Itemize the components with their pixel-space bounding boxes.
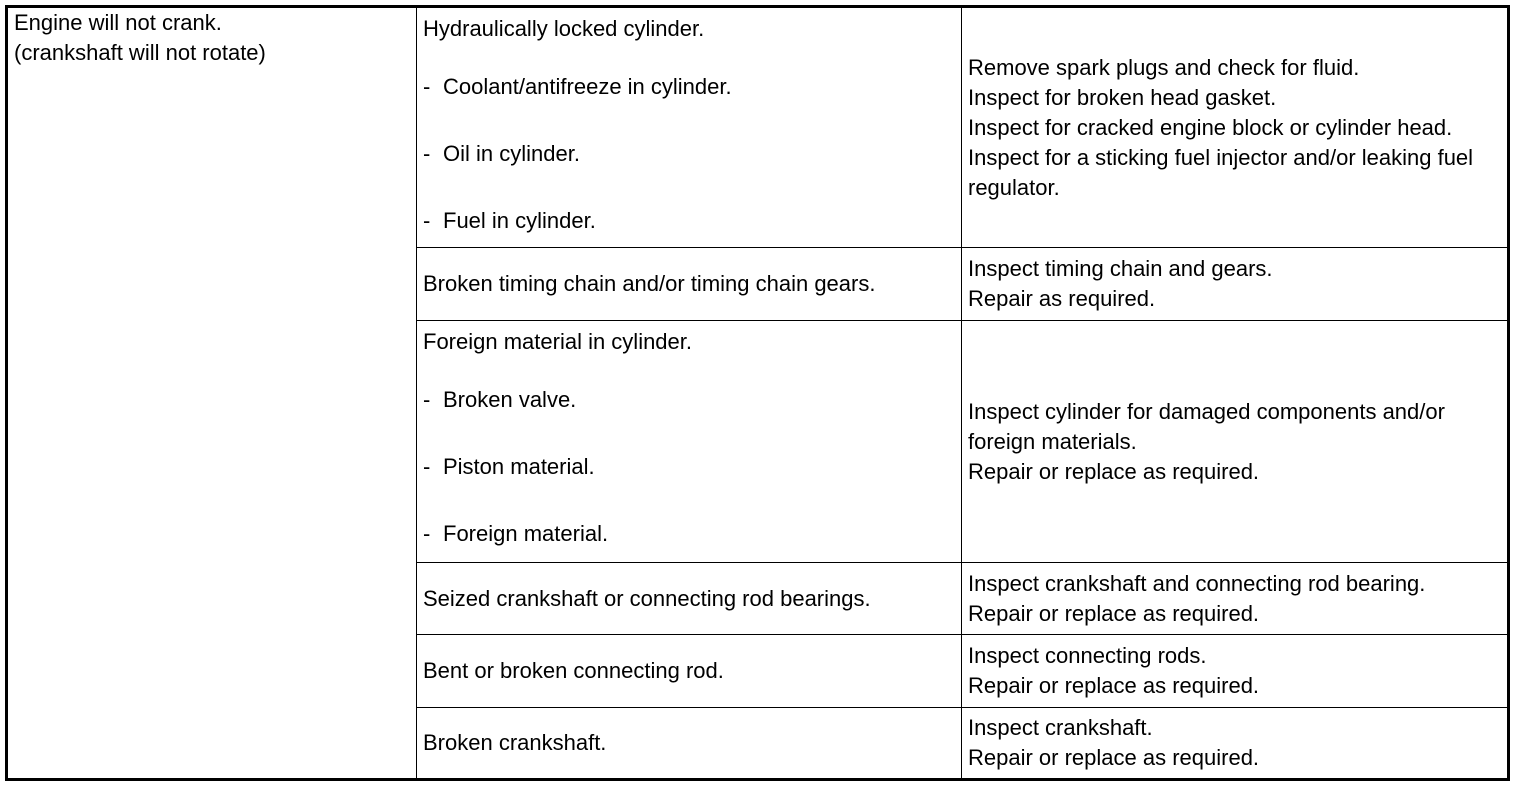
dash-marker: - — [423, 141, 431, 166]
cause-text: Seized crankshaft or connecting rod bearings. — [423, 585, 871, 611]
action-cell — [962, 248, 1509, 321]
cause-text: Hydraulically locked cylinder. — [423, 16, 705, 41]
dash-marker: - — [423, 387, 431, 412]
cause-sub-item — [423, 139, 955, 169]
cause-sub-item — [423, 72, 955, 102]
action-text: Inspect crankshaft. — [968, 715, 1153, 740]
cause-sub-item — [423, 519, 955, 549]
cause-sub-text: Piston material. — [443, 454, 595, 479]
symptom-text: Engine will not crank. — [14, 10, 222, 35]
cause-cell — [417, 563, 962, 635]
cause-sub-text: Foreign material. — [443, 521, 609, 546]
action-cell — [962, 708, 1509, 780]
dash-marker: - — [423, 521, 431, 546]
symptom-note: (crankshaft will not rotate) — [14, 40, 266, 65]
diagnosis-table-container — [5, 5, 1510, 781]
table-row — [7, 7, 1509, 248]
cause-sub-item — [423, 206, 955, 236]
action-text: Inspect timing chain and gears. — [968, 256, 1273, 281]
symptom-cell — [7, 7, 417, 780]
diagnosis-table — [5, 5, 1510, 781]
action-cell — [962, 563, 1509, 635]
cause-sub-text: Fuel in cylinder. — [443, 208, 596, 233]
action-text: Inspect for cracked engine block or cylinder head. — [968, 114, 1453, 140]
action-text: Repair as required. — [968, 286, 1156, 311]
action-text: Inspect for a sticking fuel injector and/or leaking fuel regulator. — [968, 144, 1474, 200]
cause-text: Broken crankshaft. — [423, 730, 607, 755]
action-text: Remove spark plugs and check for fluid. — [968, 54, 1360, 80]
cause-text: Broken timing chain and/or timing chain gears. — [423, 271, 876, 296]
dash-marker: - — [423, 454, 431, 479]
action-text: Repair or replace as required. — [968, 458, 1260, 484]
action-text: Repair or replace as required. — [968, 745, 1260, 770]
cause-cell — [417, 321, 962, 563]
cause-sub-item — [423, 385, 955, 415]
cause-sub-text: Coolant/antifreeze in cylinder. — [443, 74, 732, 99]
action-text: Repair or replace as required. — [968, 673, 1260, 698]
action-text: Inspect connecting rods. — [968, 643, 1207, 668]
action-text: Inspect cylinder for damaged components and/or foreign materials. — [968, 398, 1445, 454]
dash-marker: - — [423, 74, 431, 99]
action-text: Inspect crankshaft and connecting rod bearing. — [968, 570, 1426, 596]
action-text: Repair or replace as required. — [968, 600, 1260, 626]
cause-sub-text: Oil in cylinder. — [443, 141, 580, 166]
dash-marker: - — [423, 208, 431, 233]
action-cell — [962, 7, 1509, 248]
cause-cell — [417, 635, 962, 708]
cause-sub-item — [423, 452, 955, 482]
cause-sub-text: Broken valve. — [443, 387, 577, 412]
cause-cell — [417, 248, 962, 321]
cause-text: Foreign material in cylinder. — [423, 329, 693, 354]
action-cell — [962, 635, 1509, 708]
cause-cell — [417, 7, 962, 248]
action-cell — [962, 321, 1509, 563]
cause-text: Bent or broken connecting rod. — [423, 658, 724, 683]
action-text: Inspect for broken head gasket. — [968, 84, 1277, 110]
cause-cell — [417, 708, 962, 780]
